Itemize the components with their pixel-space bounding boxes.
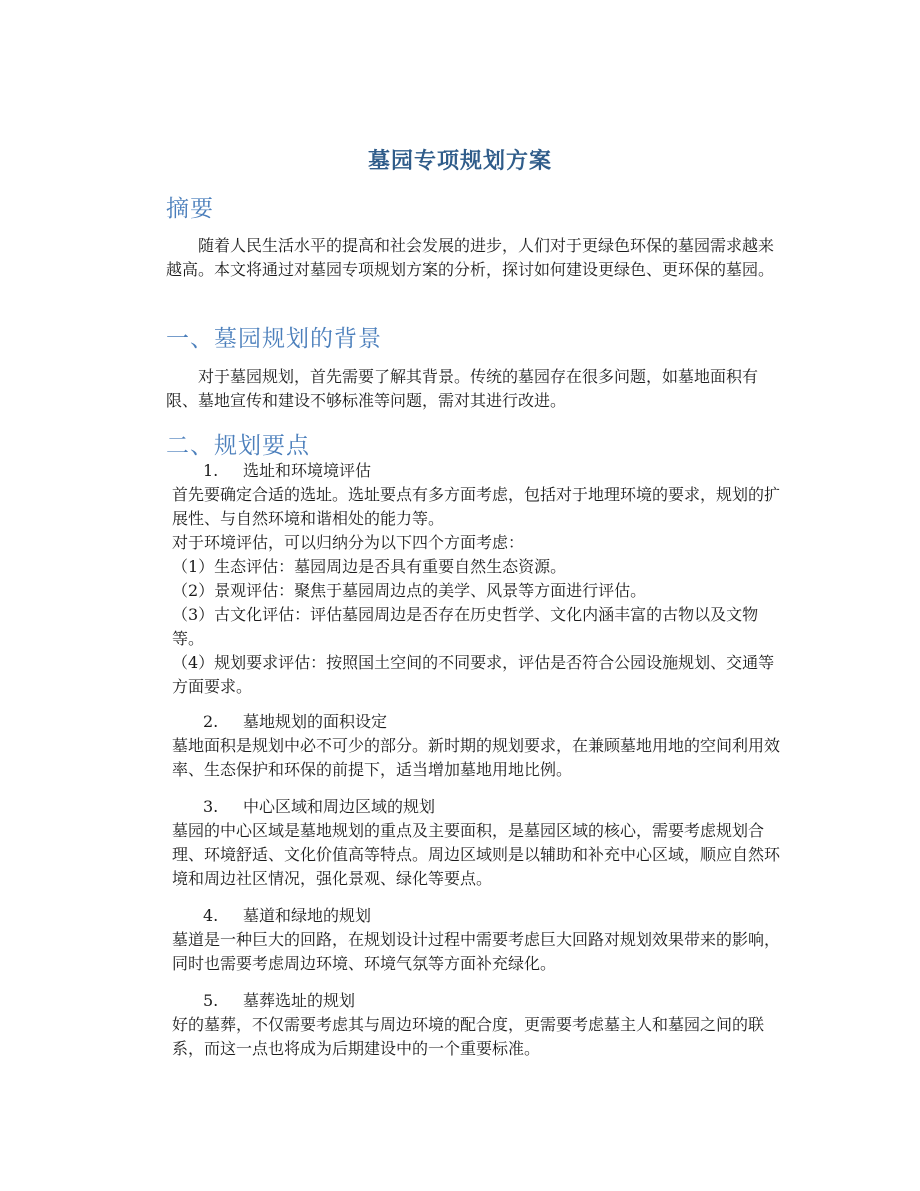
document-title: 墓园专项规划方案 (367, 149, 552, 174)
item5-paragraph-1: 好的墓葬，不仅需要考虑其与周边环境的配合度，更需要考虑墓主人和墓园之间的联系，而这一点也将成为后期建设中的一个重要标准。 (172, 1015, 765, 1058)
list-item-label: 墓葬选址的规划 (243, 991, 356, 1010)
list-item-3 (203, 795, 435, 819)
section1-heading: 一、墓园规划的背景 (166, 326, 382, 352)
item1-paragraph-6: （4）规划要求评估：按照国土空间的不同要求，评估是否符合公园设施规划、交通等方面要求。 (172, 653, 775, 696)
list-item-number: 1. (203, 461, 219, 480)
list-item-2 (203, 710, 387, 734)
list-item-number: 4. (203, 906, 219, 925)
list-item-number: 3. (203, 797, 219, 816)
list-item-number: 5. (203, 991, 219, 1010)
section1-text: 对于墓园规划，首先需要了解其背景。传统的墓园存在很多问题，如墓地面积有限、墓地宣传和建设不够标准等问题，需对其进行改进。 (166, 367, 759, 410)
list-item-label: 墓地规划的面积设定 (243, 712, 388, 731)
section2-heading: 二、规划要点 (166, 433, 310, 459)
list-item-1 (203, 459, 371, 483)
abstract-text: 随着人民生活水平的提高和社会发展的进步，人们对于更绿色环保的墓园需求越来越高。本文将通过对墓园专项规划方案的分析，探讨如何建设更绿色、更环保的墓园。 (166, 236, 775, 279)
item2-paragraph-1: 墓地面积是规划中必不可少的部分。新时期的规划要求，在兼顾墓地用地的空间利用效率、生态保护和环保的前提下，适当增加墓地用地比例。 (172, 736, 781, 779)
item1-paragraph-3: （1）生态评估：墓园周边是否具有重要自然生态资源。 (172, 557, 567, 576)
item3-paragraph-1: 墓园的中心区域是墓地规划的重点及主要面积，是墓园区域的核心，需要考虑规划合理、环境舒适、文化价值高等特点。周边区域则是以辅助和补充中心区域，顺应自然环境和周边社区情况，强化景观、绿化等要点。 (172, 821, 781, 888)
list-item-label: 选址和环境境评估 (243, 461, 372, 480)
item4-paragraph-1: 墓道是一种巨大的回路，在规划设计过程中需要考虑巨大回路对规划效果带来的影响，同时也需要考虑周边环境、环境气氛等方面补充绿化。 (172, 930, 781, 973)
abstract-heading: 摘要 (166, 196, 214, 222)
list-item-number: 2. (203, 712, 219, 731)
item1-paragraph-5: （3）古文化评估：评估墓园周边是否存在历史哲学、文化内涵丰富的古物以及文物等。 (172, 605, 759, 648)
item1-paragraph-1: 首先要确定合适的选址。选址要点有多方面考虑，包括对于地理环境的要求，规划的扩展性、与自然环境和谐相处的能力等。 (172, 485, 781, 528)
item1-paragraph-4: （2）景观评估：聚焦于墓园周边点的美学、风景等方面进行评估。 (172, 581, 647, 600)
list-item-label: 中心区域和周边区域的规划 (243, 797, 436, 816)
list-item-label: 墓道和绿地的规划 (243, 906, 372, 925)
item1-paragraph-2: 对于环境评估，可以归纳分为以下四个方面考虑： (172, 533, 525, 552)
list-item-4 (203, 904, 371, 928)
list-item-5 (203, 989, 355, 1013)
